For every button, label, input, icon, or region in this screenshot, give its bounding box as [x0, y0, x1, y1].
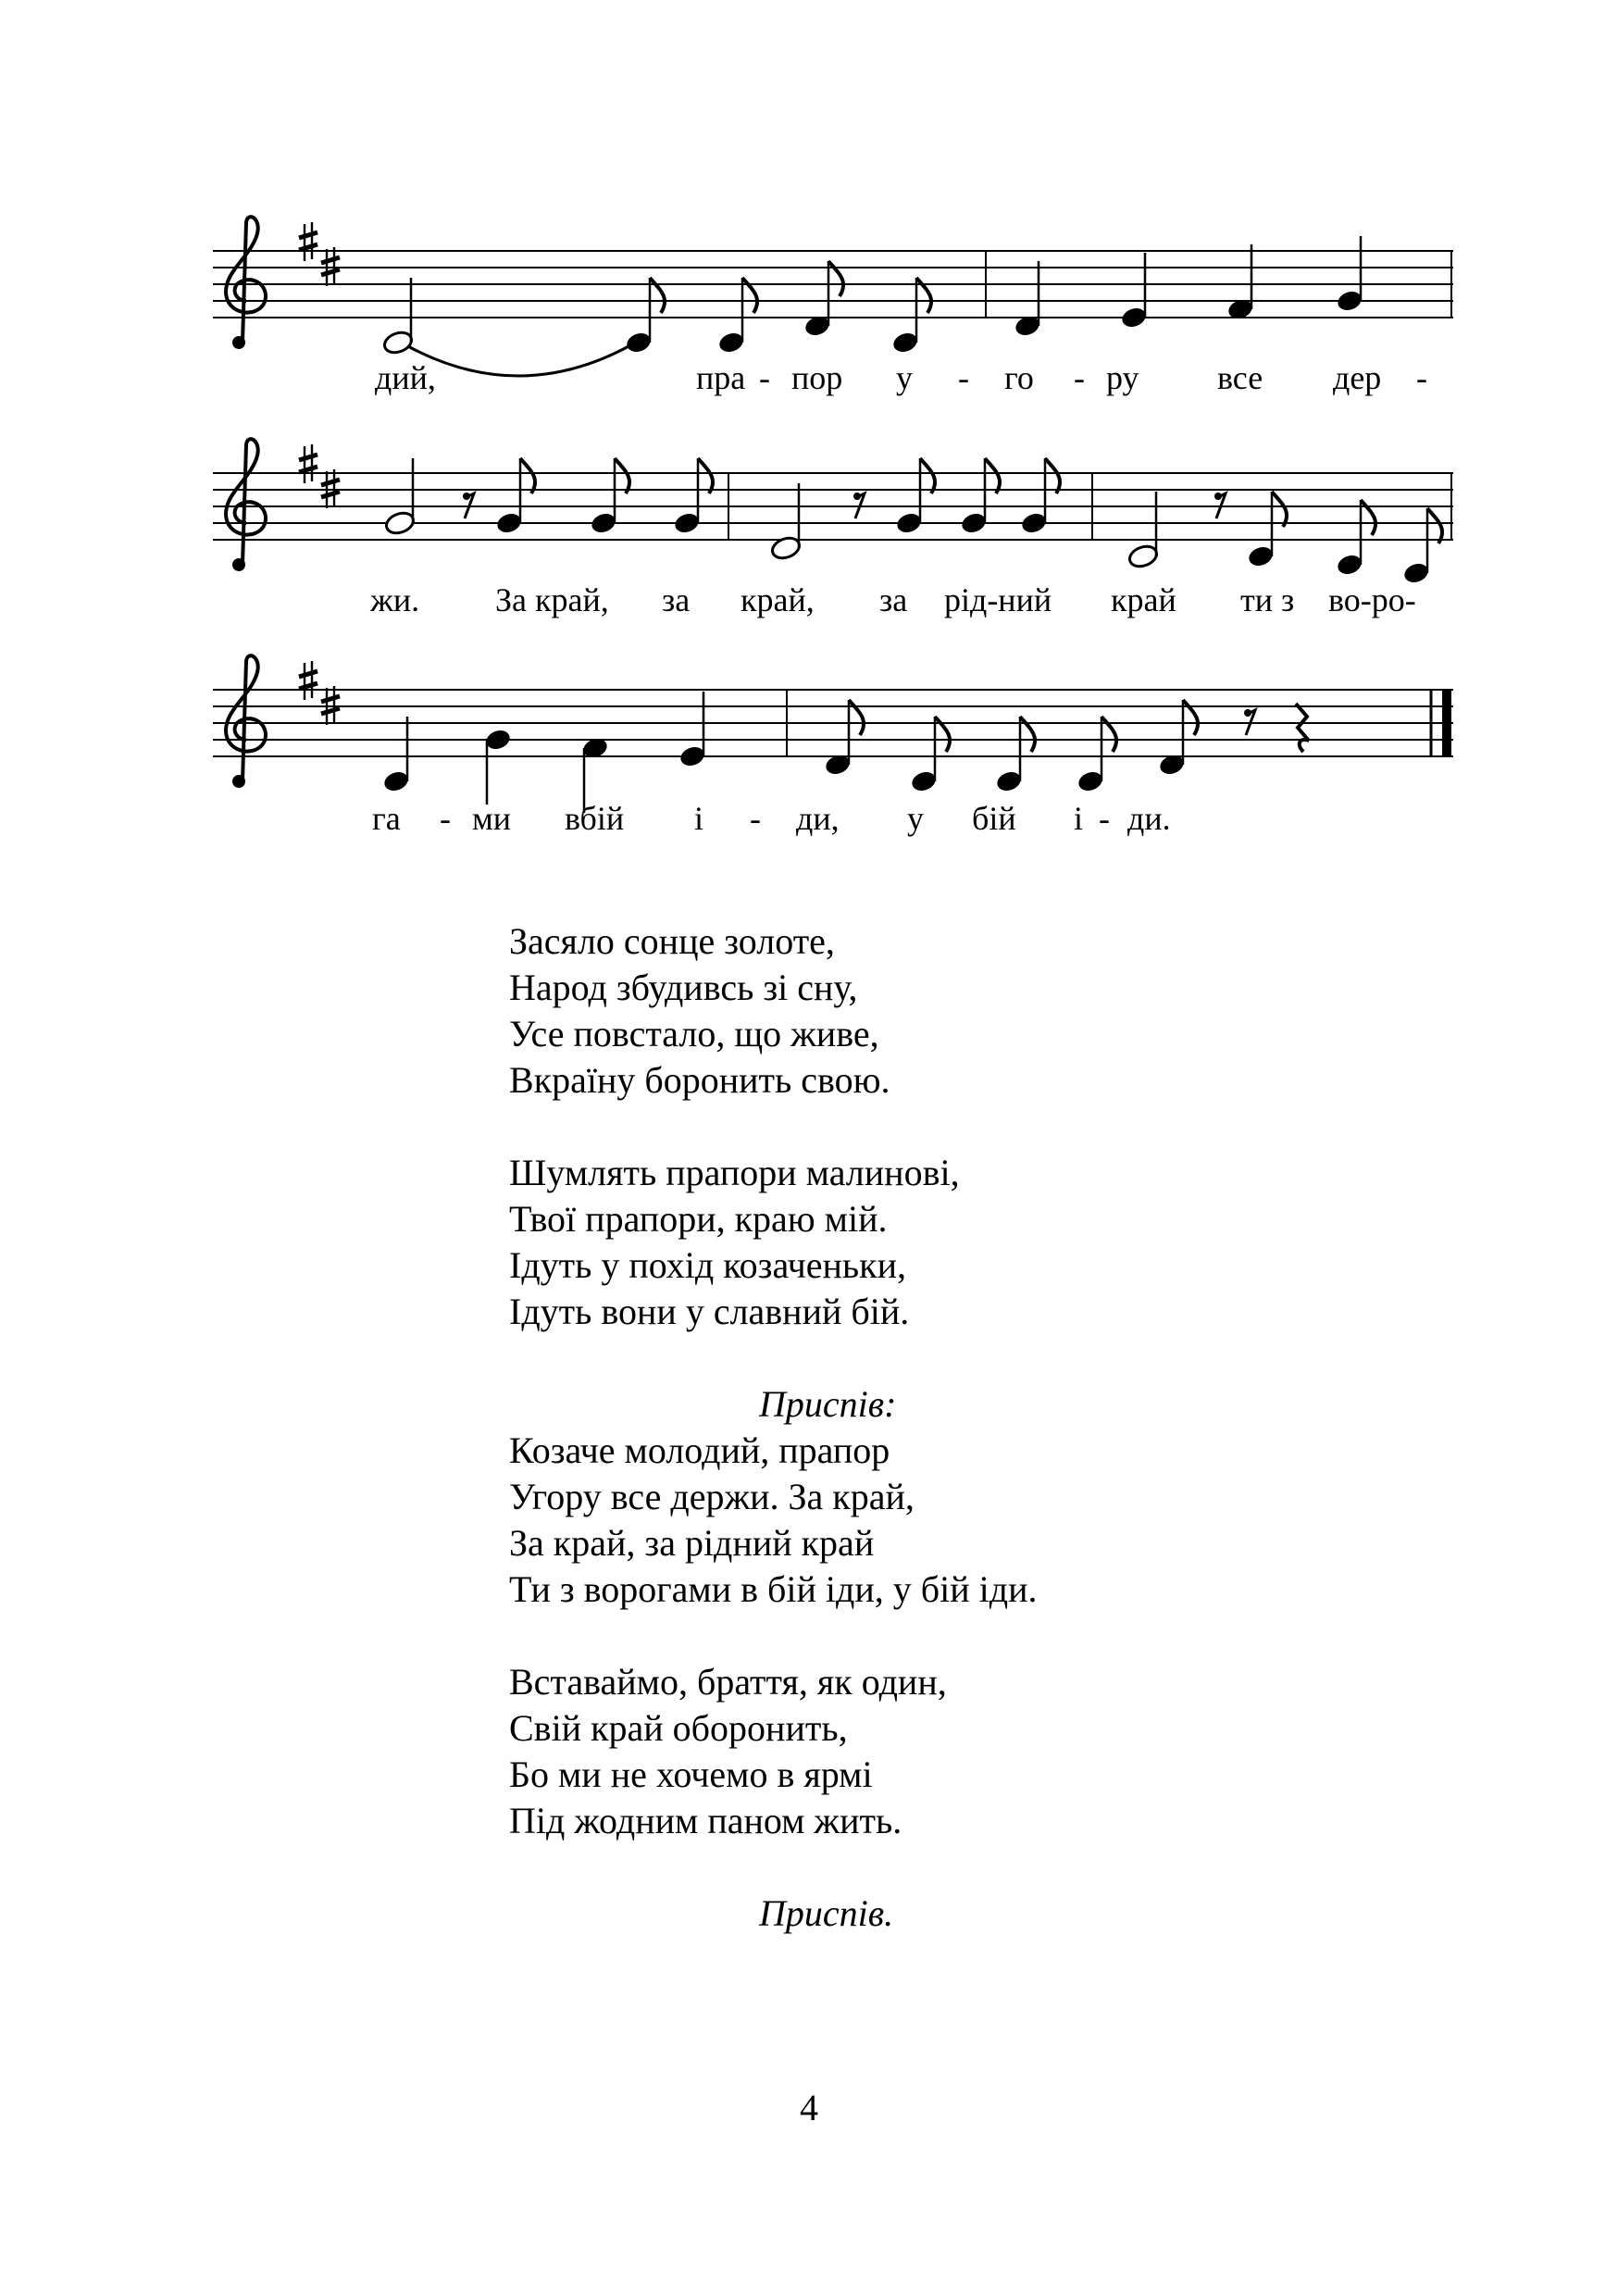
lyric-syllable: пор [791, 359, 843, 396]
lyric-syllable: ти з [1240, 581, 1295, 618]
verse-3 [509, 1659, 1038, 1844]
lyric-hyphen: - [1416, 359, 1427, 396]
notes-system-1 [381, 236, 1363, 376]
staff-3 [213, 690, 1453, 756]
verse-line: Вставаймо, браття, як один, [509, 1661, 947, 1703]
verse-1 [509, 918, 1038, 1104]
lyric-syllable: все [1217, 359, 1263, 396]
lyric-syllable: во-ро- [1328, 581, 1416, 618]
lyric-syllable: бій [972, 800, 1016, 837]
lyric-syllable: га [372, 800, 401, 837]
verse-line: Усе повстало, що живе, [509, 1013, 879, 1054]
music-score [0, 0, 1618, 861]
lyrics-line-3 [130, 802, 1500, 842]
staff-1 [213, 251, 1453, 318]
chorus-label: Приспів. [759, 1892, 894, 1934]
treble-clef [226, 217, 266, 347]
key-signature [299, 222, 340, 286]
verse-line: Ти з ворогами в бій іди, у бій іди. [509, 1568, 1038, 1610]
lyric-syllable: рід-ний [944, 581, 1052, 618]
lyric-hyphen: - [958, 359, 969, 396]
lyric-syllable: край [1111, 581, 1176, 618]
lyric-syllable: край, [741, 581, 815, 618]
lyric-syllable: і [694, 800, 704, 837]
lyric-syllable: за [879, 581, 908, 618]
verse-line: Твої прапори, краю мій. [509, 1198, 888, 1240]
verse-line: Народ збудивсь зі сну, [509, 967, 858, 1008]
lyric-syllable: і [1074, 800, 1084, 837]
lyric-hyphen: - [1099, 800, 1110, 837]
verse-line: Ідуть у похід козаченьки, [509, 1244, 906, 1286]
lyric-syllable: ми [472, 800, 512, 837]
lyric-syllable: у [907, 800, 924, 837]
lyric-syllable: ди. [1127, 800, 1171, 837]
lyric-syllable: ди, [796, 800, 840, 837]
verse-line: Угору все держи. За край, [509, 1476, 915, 1517]
lyric-syllable: у [896, 359, 913, 396]
lyric-syllable: дер [1333, 359, 1382, 396]
verse-line: За край, за рідний край [509, 1522, 875, 1564]
lyric-syllable: го [1004, 359, 1034, 396]
lyric-hyphen: - [440, 800, 451, 837]
key-signature [299, 444, 340, 508]
treble-clef [226, 655, 266, 786]
verse-line: Вкраїну боронить свою. [509, 1059, 890, 1101]
lyric-syllable: За край, [495, 581, 609, 618]
treble-clef [226, 439, 266, 569]
lyric-syllable: за [662, 581, 691, 618]
song-text [509, 918, 1038, 1937]
lyric-hyphen: - [750, 800, 761, 837]
page-number: 4 [800, 2087, 818, 2128]
system-1 [213, 217, 1453, 376]
verse-line: Засяло сонце золоте, [509, 920, 835, 962]
lyrics-line-1 [130, 361, 1500, 402]
chorus [509, 1381, 1038, 1613]
verse-line: Козаче молодий, прапор [509, 1429, 890, 1471]
verse-line: Під жодним паном жить. [509, 1800, 902, 1841]
lyric-syllable: ру [1106, 359, 1139, 396]
lyric-syllable: дий, [375, 359, 436, 396]
chorus-label: Приспів: [759, 1383, 897, 1425]
verse-line: Шумлять прапори малинові, [509, 1152, 960, 1193]
verse-line: Ідуть вони у славний бій. [509, 1291, 910, 1332]
lyric-syllable: жи. [370, 581, 420, 618]
verse-line: Бо ми не хочемо в ярмі [509, 1753, 873, 1795]
system-2 [213, 439, 1453, 585]
lyric-syllable: вбій [565, 800, 625, 837]
lyric-hyphen: - [759, 359, 770, 396]
verse-2 [509, 1150, 1038, 1335]
key-signature [299, 661, 340, 725]
notes-system-3 [382, 692, 1309, 813]
lyric-hyphen: - [1074, 359, 1085, 396]
lyric-syllable: пра [696, 359, 746, 396]
system-3 [213, 655, 1453, 813]
notes-system-2 [383, 458, 1442, 585]
chorus-repeat [509, 1890, 1038, 1937]
verse-line: Свій край оборонить, [509, 1707, 848, 1749]
lyrics-line-2 [130, 583, 1500, 624]
